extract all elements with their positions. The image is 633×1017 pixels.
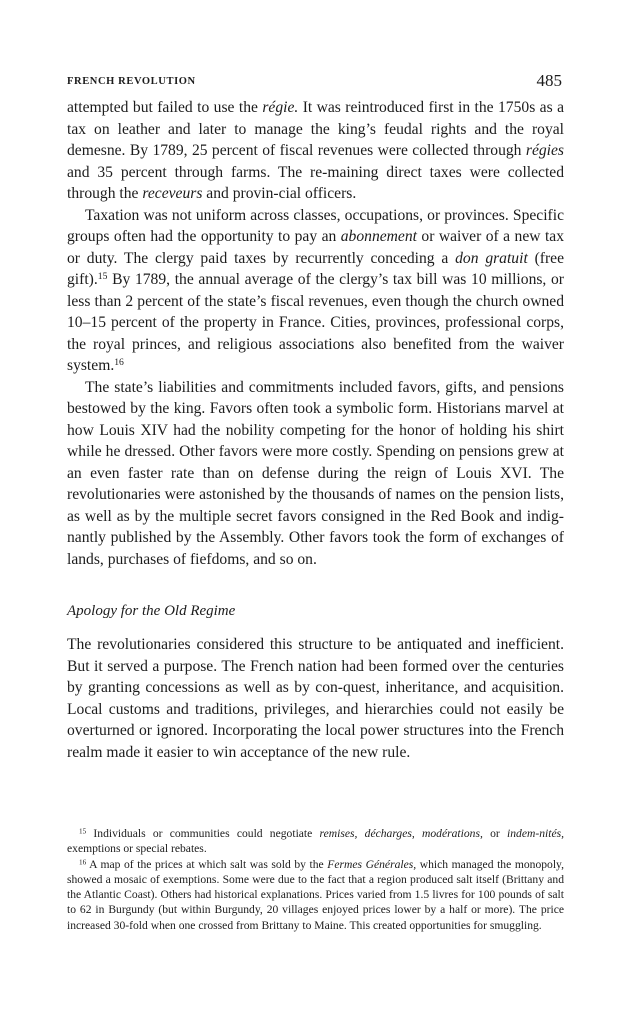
text-run: or waiver of a new tax or duty. The clergy paid taxes by recurrently conceding a <box>67 228 564 267</box>
italic-term: don gratuit <box>455 249 528 267</box>
italic-term: abonnement <box>340 228 417 245</box>
footnote-ref-15[interactable]: 15 <box>97 271 108 283</box>
paragraph: The revolutionaries considered this structure to be antiquated and inefficient. But it served a purpose. The French nation had been formed over the centuries by granting concessions as well as by con-quest, inheritance, and acquisition. Local customs and traditions, privileges, and hierarchies could not easily be overturned or ignored. Incorporating the local power structures into the French realm made it easier to win acceptance of the new rule. <box>67 636 564 761</box>
body-text <box>67 97 564 570</box>
section-heading: Apology for the Old Regime <box>67 603 236 619</box>
text-run: and 35 percent through farms. The re-maining direct taxes were collected through the <box>67 163 564 202</box>
text-run: which managed the monopoly, showed a mosaic of exemptions. Some were due to the fact that a region produced salt itself (Brittany and the Atlantic Coast). Others had historical explanations. Prices varied from 1.5 livres for 100 pounds of salt to 62 in Burgundy (but within Burgundy, 20 villages enjoyed prices lower by a half or more). The price increased 30-fold when one crossed from Brittany to Maine. This created opportunities for smuggling. <box>67 857 564 932</box>
footnote-15 <box>67 826 564 857</box>
paragraph <box>67 97 564 205</box>
book-page <box>67 0 564 1017</box>
italic-term: remises, décharges, modérations, <box>319 827 483 840</box>
italic-term: Fermes Générales, <box>327 857 417 871</box>
paragraph: The state’s liabilities and commitments included favors, gifts, and pensions bestowed by the king. Favors often took a symbolic form. Historians marvel at how Louis XIV had the nobility competing for the honor of holding his shirt while he dressed. Other favors were more costly. Spending on pensions grew at an even faster rate than on defense during the reign of Louis XVI. The revolutionaries were astonished by the thousands of names on the pension lists, as well as by the multiple secret favors consigned in the Red Book and indig-nantly published by the Assembly. Other favors took the form of exchanges of lands, purchases of fiefdoms, and so on. <box>67 378 564 568</box>
text-run: By 1789, the annual average of the clergy’s tax bill was 10 millions, or less than 2 percent of the state’s fiscal revenues, even though the church owned 10–15 percent of the property in France. Cities, provinces, professional corps, the royal princes, and religious associations also benefited from the waiver system. <box>67 271 564 374</box>
footnote-number: 15 <box>79 827 87 836</box>
page-number: 485 <box>536 71 562 90</box>
text-run: (free gift). <box>67 249 565 288</box>
footnote-16 <box>67 857 564 933</box>
text-run: Taxation was not uniform across classes, occupations, or provinces. Specific groups often had the opportunity to pay an <box>67 206 564 245</box>
paragraph <box>67 205 564 377</box>
section-text <box>67 634 564 763</box>
text-run: exemptions or special rebates. <box>67 842 207 856</box>
running-head-title: FRENCH REVOLUTION <box>67 76 196 87</box>
footnote-number: 16 <box>79 858 87 866</box>
text-run: Individuals or communities could negotiate <box>86 827 320 840</box>
text-run: A map of the prices at which salt was sold by the <box>86 857 328 871</box>
text-run: It was reintroduced first in the 1750s as a tax on leather and later to manage the king’s feudal rights and the royal demesne. By 1789, 25 percent of fiscal revenues were collected through <box>67 99 564 159</box>
text-run: or <box>482 827 508 840</box>
italic-term: régie. <box>262 99 299 116</box>
text-run: attempted but failed to use the <box>67 99 263 116</box>
italic-term: receveurs <box>142 185 203 202</box>
footnotes <box>67 826 564 933</box>
italic-term: indem-nités, <box>507 827 565 840</box>
italic-term: régies <box>525 142 564 159</box>
footnote-ref-16[interactable]: 16 <box>114 357 124 369</box>
text-run: and provin-cial officers. <box>202 185 357 202</box>
running-head <box>67 71 564 94</box>
